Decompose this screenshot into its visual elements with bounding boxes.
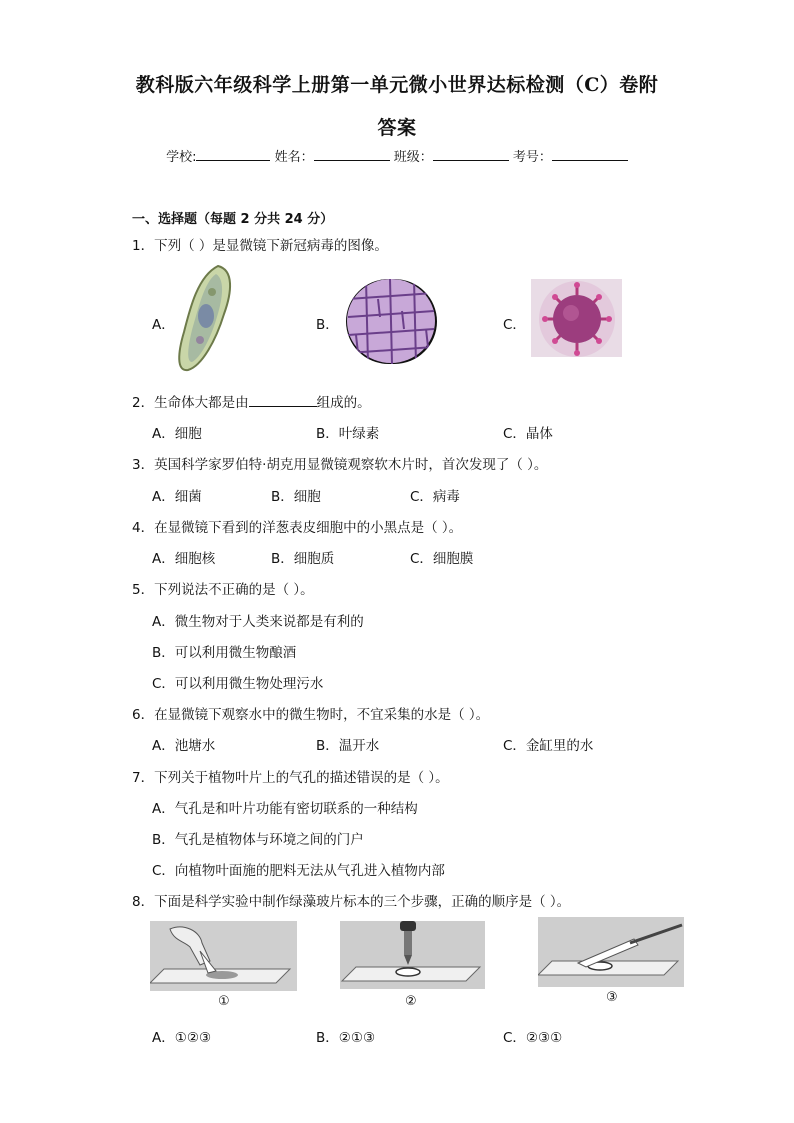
q7-option-a[interactable]: A．气孔是和叶片功能有密切联系的一种结构	[152, 801, 418, 817]
q4-option-a[interactable]: A．细胞核	[152, 551, 216, 567]
q4-option-b[interactable]: B．细胞质	[271, 551, 335, 567]
q5-option-a[interactable]: A．微生物对于人类来说都是有利的	[152, 614, 364, 630]
q8-option-a[interactable]: A．①②③	[152, 1030, 212, 1046]
q4-option-c[interactable]: C．细胞膜	[410, 551, 474, 567]
q3-option-b[interactable]: B．细胞	[271, 489, 321, 505]
question-1: 1．下列（ ）是显微镜下新冠病毒的图像。	[132, 238, 388, 254]
q2-stem-start: 2．生命体大都是由	[132, 395, 249, 411]
question-8: 8．下面是科学实验中制作绿藻玻片标本的三个步骤，正确的顺序是（ ）。	[132, 894, 571, 910]
school-blank[interactable]	[196, 148, 270, 161]
q2-option-a[interactable]: A．细胞	[152, 426, 202, 442]
step-3-label: ③	[606, 990, 618, 1005]
step-1-photo	[150, 921, 297, 991]
q6-option-b[interactable]: B．温开水	[316, 738, 380, 754]
q7-option-c[interactable]: C．向植物叶面施的肥料无法从气孔进入植物内部	[152, 863, 445, 879]
step-3-photo	[538, 917, 684, 987]
page-title: 教科版六年级科学上册第一单元微小世界达标检测（C）卷附	[135, 74, 659, 96]
student-info-line	[0, 146, 794, 165]
question-7: 7．下列关于植物叶片上的气孔的描述错误的是（ ）。	[132, 770, 449, 786]
question-6: 6．在显微镜下观察水中的微生物时，不宜采集的水是（ ）。	[132, 707, 490, 723]
section-header: 一、选择题（每题 2 分共 24 分）	[132, 212, 334, 227]
name-blank[interactable]	[314, 148, 390, 161]
q8-option-b[interactable]: B．②①③	[316, 1030, 376, 1046]
question-5: 5．下列说法不正确的是（ ）。	[132, 582, 314, 598]
q6-option-c[interactable]: C．金缸里的水	[503, 738, 594, 754]
q1-option-c[interactable]: C．	[503, 317, 526, 333]
step-1-label: ①	[218, 994, 230, 1009]
page-title-line2: 答案	[377, 117, 417, 139]
question-4: 4．在显微镜下看到的洋葱表皮细胞中的小黑点是（ ）。	[132, 520, 463, 536]
question-2	[132, 391, 371, 411]
school-label: 学校:	[166, 150, 197, 165]
step-2-photo	[340, 921, 485, 989]
number-label: 考号：	[512, 150, 552, 165]
step-2-label: ②	[405, 994, 417, 1009]
number-blank[interactable]	[552, 148, 628, 161]
q5-option-c[interactable]: C．可以利用微生物处理污水	[152, 676, 324, 692]
coronavirus-image	[531, 279, 622, 357]
q3-option-c[interactable]: C．病毒	[410, 489, 460, 505]
class-label: 班级：	[393, 150, 433, 165]
plant-cells-image	[346, 279, 437, 364]
q8-option-c[interactable]: C．②③①	[503, 1030, 563, 1046]
q3-option-a[interactable]: A．细菌	[152, 489, 202, 505]
q2-stem-end: 组成的。	[316, 395, 371, 411]
q7-option-b[interactable]: B．气孔是植物体与环境之间的门户	[152, 832, 364, 848]
q2-blank[interactable]	[249, 394, 317, 407]
paramecium-image	[172, 262, 238, 374]
q2-option-b[interactable]: B．叶绿素	[316, 426, 380, 442]
q6-option-a[interactable]: A．池塘水	[152, 738, 216, 754]
q5-option-b[interactable]: B．可以利用微生物酿酒	[152, 645, 297, 661]
question-3: 3．英国科学家罗伯特·胡克用显微镜观察软木片时，首次发现了（ ）。	[132, 457, 548, 473]
q2-option-c[interactable]: C．晶体	[503, 426, 553, 442]
name-label: 姓名：	[274, 150, 314, 165]
q1-option-b[interactable]: B．	[316, 317, 339, 333]
class-blank[interactable]	[433, 148, 509, 161]
q1-option-a[interactable]: A．	[152, 317, 175, 333]
